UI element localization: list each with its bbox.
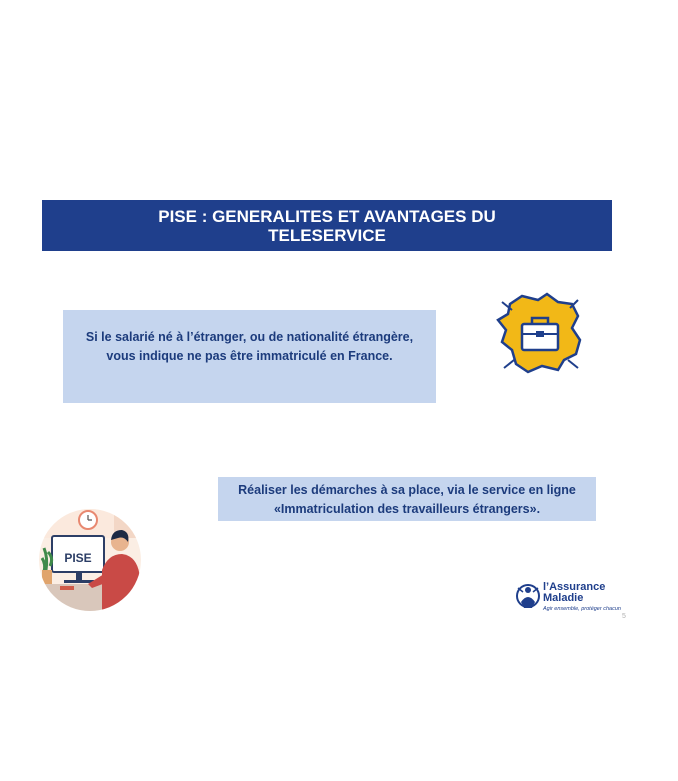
info-box-action-line-1: Réaliser les démarches à sa place, via le service en ligne (238, 483, 576, 497)
info-box-action-line-2: «Immatriculation des travailleurs étrangers». (273, 502, 541, 516)
logo-line-2: Maladie (543, 592, 584, 604)
logo-tagline: Agir ensemble, protéger chacun (543, 606, 621, 612)
info-box-situation (63, 310, 436, 403)
assurance-maladie-logo (515, 578, 621, 618)
title-line-2: TELESERVICE (268, 226, 386, 245)
logo-wordmark (543, 582, 605, 604)
slide-title (42, 200, 612, 251)
person-at-computer-illustration (38, 508, 142, 612)
logo-line-1: l’Assurance (543, 581, 606, 593)
pise-screen-label: PISE (64, 551, 92, 565)
assurance-maladie-emblem-icon (515, 582, 541, 612)
france-briefcase-icon (492, 290, 588, 376)
title-line-1: PISE : GENERALITES ET AVANTAGES DU (158, 207, 496, 226)
info-box-situation-line-1: Si le salarié né à l’étranger, ou de nationalité étrangère, (85, 330, 414, 344)
page-number: 5 (622, 613, 626, 620)
info-box-situation-line-2: vous indique ne pas être immatriculé en France. (106, 349, 393, 363)
info-box-action (218, 477, 596, 521)
